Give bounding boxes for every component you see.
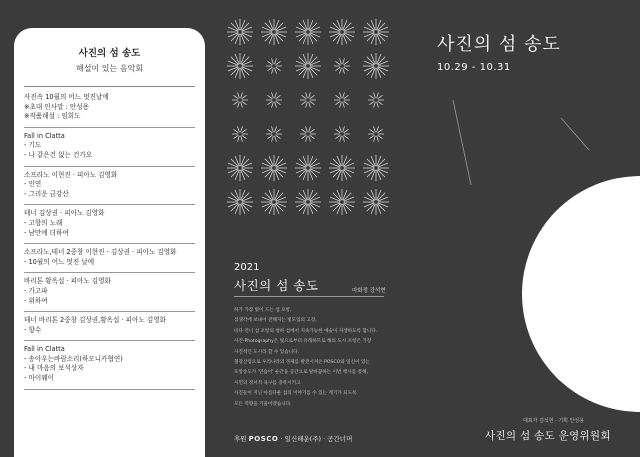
starburst-dot — [295, 19, 321, 45]
intro-body — [234, 306, 404, 410]
starburst-dot — [295, 189, 321, 215]
program-section-item: - 나 같은건 없는 건가요 — [24, 150, 93, 159]
sponsor-rest: · 일신해운(주) · 공간너머 — [280, 435, 353, 443]
sponsor-line — [234, 434, 352, 443]
program-section-heading: 바리톤 황옥섭 · 피아노 김영화 — [24, 277, 111, 286]
starburst-dot — [368, 92, 384, 107]
program-section-item: - 10월의 어느 멋진 날에 — [24, 257, 95, 266]
cover-line-left — [453, 100, 471, 185]
moon-half-circle — [522, 176, 640, 412]
committee-name: 사진의 섬 송도 운영위원회 — [485, 430, 611, 442]
starburst-dot — [300, 126, 316, 141]
intro-body-line: 시민의 정서적 욕구를 충족시키고 — [234, 380, 301, 386]
intro-author: 마화정 강석현 — [352, 288, 386, 294]
intro-year: 2021 — [234, 262, 260, 273]
program-section — [24, 128, 195, 167]
intro-body-line: 섬생각에 보내어 전해지는 빛모임의 고장, — [234, 318, 317, 324]
program-section — [24, 167, 195, 206]
program-section-item: - 마이웨이 — [24, 374, 54, 383]
intro-title: 사진의 섬 송도 — [234, 278, 319, 293]
starburst-dot — [363, 53, 389, 79]
program-section — [24, 273, 195, 312]
starburst-dot — [334, 92, 350, 107]
cover-panel — [411, 0, 640, 457]
program-section — [24, 341, 195, 389]
intro-body-line: 사진적인 도시라 할 수 있습니다. — [234, 349, 299, 355]
intro-body-line: 바다 건너 섬 포항의 청하 섬에서 지속가능한 예술이 자생하도록 합니다. — [234, 328, 378, 334]
cover-title: 사진의 섬 송도 — [437, 34, 561, 55]
program-section-item: - 기도 — [24, 141, 42, 150]
starburst-dot — [227, 189, 253, 215]
program-section-item: - 그리운 금강산 — [24, 189, 69, 198]
starburst-dot — [300, 92, 316, 107]
program-section-item: ※초대 인사말 : 안성용 — [24, 102, 89, 111]
starburst-dot — [363, 189, 389, 215]
starburst-dot — [261, 19, 287, 45]
program-section — [24, 312, 195, 341]
program-section-item: - 인연 — [24, 180, 42, 189]
starburst-dot — [295, 53, 321, 79]
posco-logo: POSCO — [248, 435, 279, 443]
program-section-heading: Fall in Clatta — [24, 345, 65, 354]
intro-body-line: 포항송도가 '연습이' 순간을 공간으로 탈바꿈하는 이번 행사를 통해, — [234, 370, 369, 376]
program-section-heading: 사진속 10월의 어느 멋진날에 — [24, 93, 109, 101]
program-section-item: - 고향의 노래 — [24, 218, 63, 227]
sponsor-prefix: 후원 — [234, 435, 247, 443]
starburst-dot — [266, 126, 282, 141]
starburst-dot — [261, 189, 287, 215]
program-section — [24, 244, 195, 273]
starburst-dot — [363, 19, 389, 45]
program-section-heading: 테너 김상권 · 피아노 김영화 — [24, 209, 105, 218]
starburst-dot — [295, 155, 321, 181]
starburst-dot — [329, 189, 355, 215]
starburst-dot — [227, 19, 253, 45]
intro-divider — [234, 296, 384, 297]
intro-body-line: 철강산업으로 우리나라의 경제를 발전시켜온 POSCO와 일신이 있는 — [234, 360, 370, 366]
starburst-dot — [227, 155, 253, 181]
starburst-dot — [363, 155, 389, 181]
program-list — [24, 93, 195, 390]
starburst-dot — [266, 92, 282, 107]
program-section-item: - 남만에 더하여 — [24, 228, 69, 237]
starburst-dot — [227, 53, 253, 79]
intro-body-line: 하가 가장 빛이 드는 섬 포항, — [234, 308, 292, 313]
starburst-dot — [334, 58, 350, 73]
starburst-dot — [266, 58, 282, 73]
program-section-heading: 테너 바리톤 2중창 김상권,황옥섭 · 피아노 김영화 — [24, 316, 166, 325]
program-section-item: - 향수 — [24, 325, 42, 334]
intro-panel — [206, 0, 411, 457]
intro-body-line: 모든 역량을 기울이겠습니다. — [234, 401, 292, 407]
cover-credit: 대표자 김석현 · 기획 안성용 — [523, 418, 585, 424]
program-section-item: - 내 마음의 보석상자 — [24, 364, 84, 373]
program-divider — [24, 86, 195, 87]
intro-body-line: 사진들이 지닌 아름다운 섬의 이야기를 수 있는 계기가 되도록 — [234, 391, 357, 397]
program-title: 사진의 섬 송도 — [78, 48, 141, 59]
program-section — [24, 205, 195, 244]
program-section-item: ※작품해설 : 임희도 — [24, 112, 81, 121]
starburst-dot-grid — [222, 18, 402, 248]
starburst-dot — [232, 126, 248, 141]
program-section-item: - 송아우는바람소리(하모니카협연) — [24, 354, 123, 363]
program-section-heading: 소프라노 이현진 · 피아노 김영화 — [24, 170, 118, 179]
program-card — [14, 28, 205, 457]
program-section-item: - 위하여 — [24, 296, 48, 305]
starburst-dot — [329, 155, 355, 181]
program-section-heading: Fall in Clatta — [24, 131, 65, 140]
starburst-dot — [261, 155, 287, 181]
program-section-item: - 가고파 — [24, 286, 48, 295]
starburst-dot — [232, 92, 248, 107]
starburst-dot — [329, 19, 355, 45]
intro-body-line: 사진-Photography은 빛으로부터 유래하므로 해의 도시 포항은 가장 — [234, 339, 372, 345]
starburst-dot — [368, 126, 384, 141]
program-section-heading: 소프라노,테너 2중창 이현진 · 김상권 · 피아노 김영화 — [24, 248, 177, 257]
cover-line-right — [561, 118, 589, 150]
cover-dates: 10.29 - 10.31 — [437, 62, 511, 73]
program-section — [24, 93, 195, 128]
starburst-dot — [334, 126, 350, 141]
program-subtitle: 해설이 있는 음악회 — [76, 64, 143, 73]
